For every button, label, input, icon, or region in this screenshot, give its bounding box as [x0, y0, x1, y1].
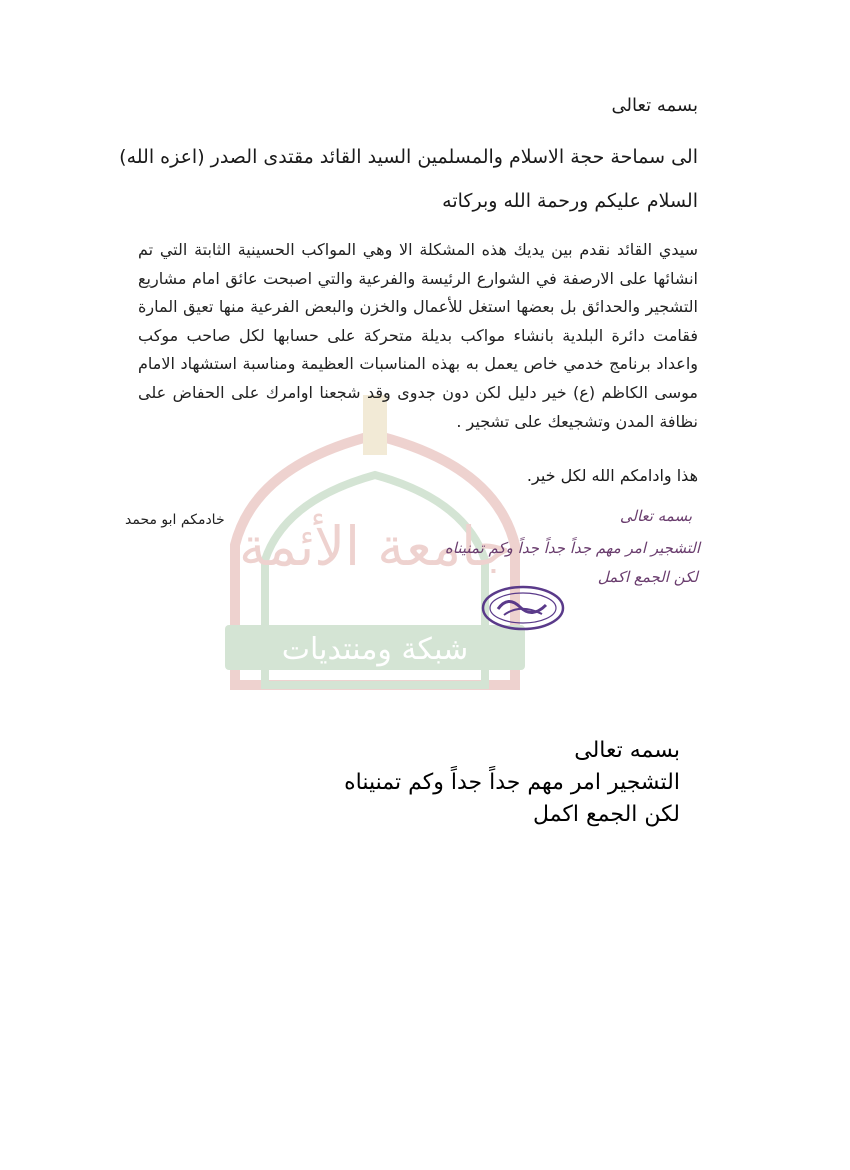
seal-stamp-icon [480, 585, 566, 631]
letter-body: سيدي القائد نقدم بين يديك هذه المشكلة الا وهي المواكب الحسينية الثابتة التي تم انشائها على الارصفة في الشوارع الرئيسة والفرعية والتي اصبحت عائق امام مشاريع التشجير والحدائق بل بعضها استغل للأعمال والخزن والبعض الفرعية منها تعيق المارة فقامت دائرة البلدية بانشاء مواكب بديلة متحركة على حسابها لكل صاحب موكب واعداد برنامج خدمي خاص يعمل به بهذه المناسبات العظيمة ومناسبة استشهاد الامام موسى الكاظم (ع) خير دليل لكن دون جدوى وقد شجعنا اوامرك على الحفاض على نظافة المدن وتشجيعك على تشجير . [138, 240, 698, 431]
handwritten-line-2: التشجير امر مهم جداً جداً جداً وكم تمنيناه [444, 539, 700, 557]
watermark-top-text: جامعة الأئمة [239, 515, 511, 578]
salutation-line: السلام عليكم ورحمة الله وبركاته [442, 190, 698, 212]
transcription-line-2: التشجير امر مهم جداً جداً وكم تمنيناه [344, 770, 680, 795]
transcription-line-3: لكن الجمع اكمل [533, 802, 680, 827]
addressee-line: الى سماحة حجة الاسلام والمسلمين السيد القائد مقتدى الصدر (اعزه الله) [119, 146, 698, 168]
handwritten-line-3: لكن الجمع اكمل [597, 568, 698, 586]
transcription-line-1: بسمه تعالى [574, 738, 680, 763]
closing-line: هذا وادامكم الله لكل خير. [526, 466, 698, 485]
watermark-bottom-text: شبكة ومنتديات [281, 632, 469, 667]
signer-name: خادمكم ابو محمد [125, 512, 225, 528]
basmala-heading: بسمه تعالى [611, 95, 698, 116]
handwritten-line-1: بسمه تعالى [619, 507, 692, 525]
